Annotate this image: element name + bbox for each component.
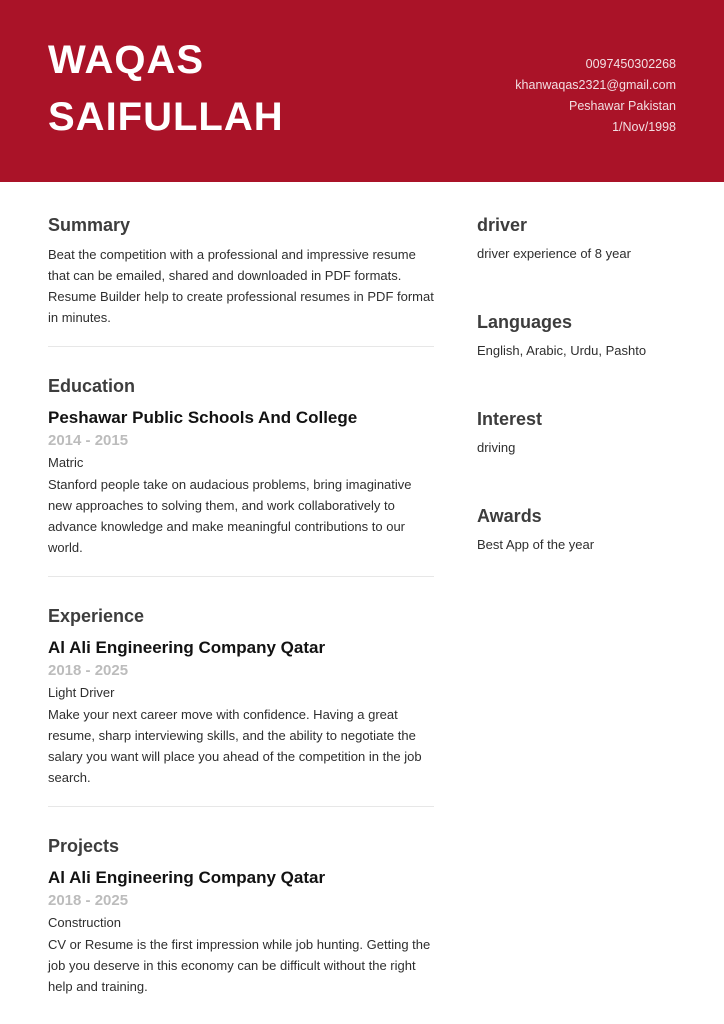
awards-heading: Awards	[477, 506, 542, 526]
driver-heading: driver	[477, 215, 528, 235]
divider-after-education	[48, 576, 434, 577]
awards-body: Best App of the year	[477, 537, 595, 552]
education-description: Stanford people take on audacious problems, bring imaginative new approaches to solving them, and work collaboratively to advance knowledge and make meaningful contributions to our world.	[48, 477, 412, 555]
projects-dates: 2018 - 2025	[48, 892, 129, 909]
summary-heading: Summary	[48, 215, 131, 235]
section-experience	[48, 605, 434, 788]
contact-email: khanwaqas2321@gmail.com	[515, 78, 676, 92]
candidate-name-line1: WAQAS	[48, 38, 205, 82]
education-degree: Matric	[48, 455, 84, 470]
section-awards	[477, 505, 687, 554]
education-heading: Education	[48, 376, 136, 396]
interest-heading: Interest	[477, 409, 543, 429]
projects-company-title: Al Ali Engineering Company Qatar	[48, 868, 326, 887]
section-languages	[477, 311, 687, 360]
education-school-title: Peshawar Public Schools And College	[48, 408, 358, 427]
experience-company-title: Al Ali Engineering Company Qatar	[48, 638, 326, 657]
contact-birth-date: 1/Nov/1998	[612, 120, 676, 134]
summary-body: Beat the competition with a professional and impressive resume that can be emailed, shared and downloaded in PDF formats. Resume Builder help to create professional resumes in PDF format in minutes.	[48, 247, 434, 325]
section-education	[48, 375, 434, 558]
right-column	[477, 200, 687, 602]
section-driver	[477, 214, 687, 263]
contact-phone: 0097450302268	[585, 57, 676, 71]
contact-block	[515, 54, 676, 138]
experience-role: Light Driver	[48, 685, 115, 700]
languages-body: English, Arabic, Urdu, Pashto	[477, 343, 647, 358]
projects-heading: Projects	[48, 836, 120, 856]
education-dates: 2014 - 2015	[48, 432, 129, 449]
driver-body: driver experience of 8 year	[477, 246, 631, 261]
divider-after-summary	[48, 346, 434, 347]
left-column	[48, 200, 434, 997]
section-summary	[48, 214, 434, 328]
candidate-name	[48, 32, 284, 146]
contact-location: Peshawar Pakistan	[568, 99, 676, 113]
languages-heading: Languages	[477, 312, 573, 332]
experience-description: Make your next career move with confidence. Having a great resume, sharp interviewing skills, and the ability to negotiate the salary you want will place you ahead of the competition in the job search.	[48, 707, 422, 785]
interest-body: driving	[477, 440, 516, 455]
projects-description: CV or Resume is the first impression while job hunting. Getting the job you deserve in this economy can be difficult without the right help and training.	[48, 937, 431, 994]
section-interest	[477, 408, 687, 457]
section-projects	[48, 835, 434, 997]
experience-heading: Experience	[48, 606, 145, 626]
candidate-name-line2: SAIFULLAH	[48, 95, 284, 139]
divider-after-experience	[48, 806, 434, 807]
projects-type: Construction	[48, 915, 121, 930]
header-band	[0, 0, 724, 182]
experience-dates: 2018 - 2025	[48, 662, 129, 679]
